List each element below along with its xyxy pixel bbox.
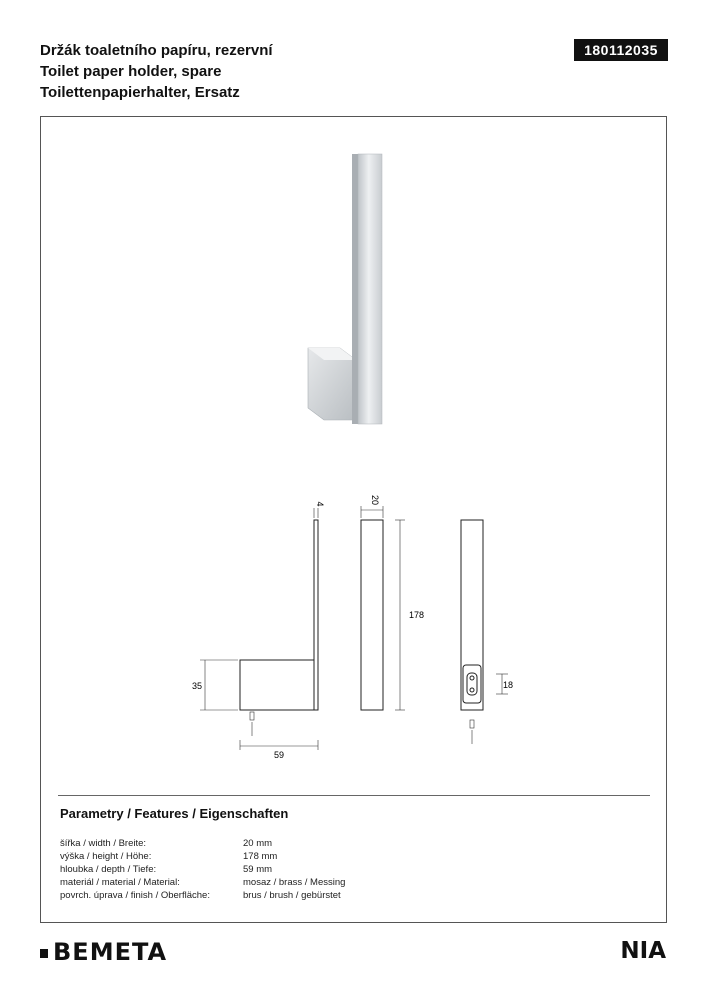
technical-drawing (190, 490, 520, 770)
title-de: Toilettenpapierhalter, Ersatz (40, 84, 240, 101)
param-label: materiál / material / Material: (60, 877, 180, 888)
param-value: 59 mm (243, 864, 273, 875)
dim-thickness-label: 4 (315, 501, 325, 507)
title-cz: Držák toaletního papíru, rezervní (40, 42, 273, 59)
dim-mount-height-label: 35 (192, 681, 203, 691)
logo-mark-icon (40, 949, 48, 958)
dim-height-label: 178 (409, 610, 425, 620)
params-heading: Parametry / Features / Eigenschaften (60, 806, 289, 821)
param-label: hloubka / depth / Tiefe: (60, 864, 157, 875)
product-photo (300, 150, 390, 430)
param-label: výška / height / Höhe: (60, 851, 152, 862)
params-divider (58, 795, 650, 796)
param-label: povrch. úprava / finish / Oberfläche: (60, 890, 210, 901)
param-value: 20 mm (243, 838, 273, 849)
dim-depth-label: 59 (273, 750, 285, 760)
series-name: NIA (620, 938, 666, 964)
title-block (40, 40, 273, 103)
product-code-badge: 180112035 (574, 39, 668, 61)
param-value: 178 mm (243, 851, 278, 862)
brand-logo (40, 938, 167, 966)
param-value: mosaz / brass / Messing (243, 877, 346, 888)
brand-name: BEMETA (53, 938, 168, 966)
dim-width-label: 20 (370, 494, 380, 506)
title-en: Toilet paper holder, spare (40, 63, 222, 80)
dim-hole-label: 18 (503, 680, 514, 690)
param-label: šířka / width / Breite: (60, 838, 147, 849)
param-value: brus / brush / gebürstet (243, 890, 341, 901)
